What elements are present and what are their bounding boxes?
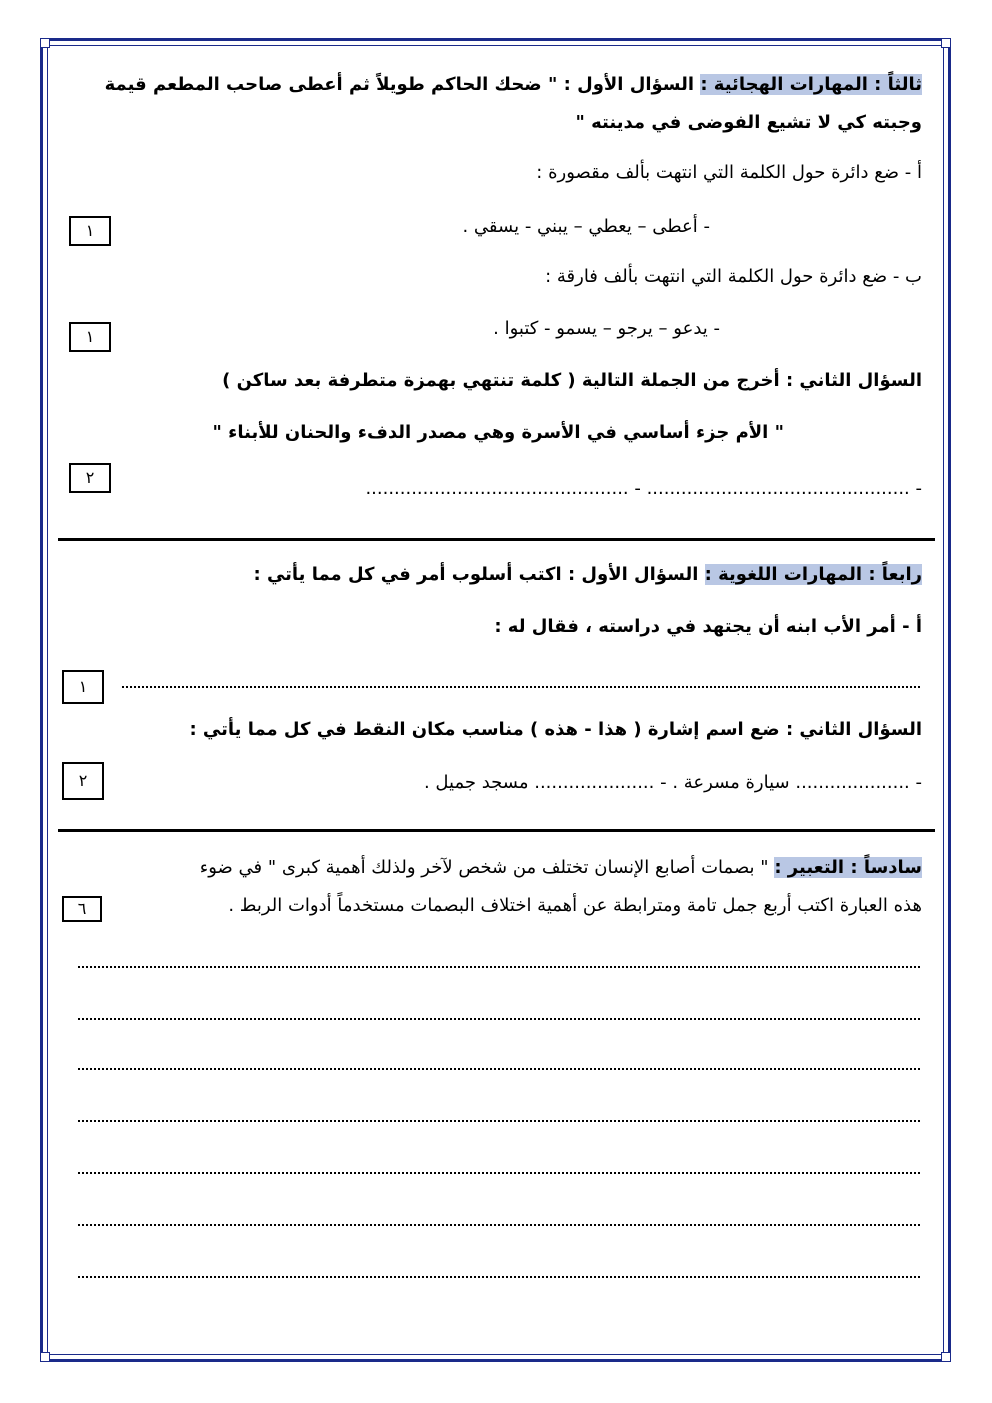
border-corner <box>941 1352 951 1362</box>
border-corner <box>40 38 50 48</box>
section3-title: ثالثاً : المهارات الهجائية : <box>700 74 922 95</box>
section4-title: رابعاً : المهارات اللغوية : <box>704 564 922 585</box>
writing-line[interactable] <box>78 1172 920 1174</box>
writing-line[interactable] <box>78 966 920 968</box>
section3-q1-quote-line1: " ضحك الحاكم طويلاً ثم أعطى صاحب المطعم قيمة <box>104 74 558 95</box>
score-box: ٦ <box>62 896 102 922</box>
writing-line[interactable] <box>78 1068 920 1070</box>
section3-q1-label: السؤال الأول : <box>563 74 695 95</box>
section3-a-instruction: أ - ضع دائرة حول الكلمة التي انتهت بألف مقصورة : <box>536 162 922 183</box>
section4-q1-text: السؤال الأول : اكتب أسلوب أمر في كل مما يأتي : <box>253 564 699 585</box>
writing-line[interactable] <box>78 1018 920 1020</box>
section3-q2-text: السؤال الثاني : أخرج من الجملة التالية ( كلمة تنتهي بهمزة متطرفة بعد ساكن ) <box>222 370 922 391</box>
answer-line[interactable] <box>122 686 920 688</box>
score-box: ٢ <box>62 762 104 800</box>
border-corner <box>941 38 951 48</box>
score-box: ١ <box>69 216 111 246</box>
page-border-inner <box>47 45 944 1355</box>
section4-q2-items[interactable]: - .................... سيارة مسرعة . - ..................... مسجد جميل . <box>423 772 922 793</box>
writing-line[interactable] <box>78 1276 920 1278</box>
section4-heading-line <box>253 562 922 588</box>
section-divider <box>58 829 935 832</box>
section6-title: سادساً : التعبير : <box>774 857 922 878</box>
section3-b-options: - يدعو – يرجو – يسمو - كتبوا . <box>493 318 720 339</box>
writing-line[interactable] <box>78 1224 920 1226</box>
section6-text-line1: " بصمات أصابع الإنسان تختلف من شخص لآخر ولذلك أهمية كبرى " في ضوء <box>199 857 769 878</box>
score-box: ١ <box>69 322 111 352</box>
section3-heading-line <box>105 72 922 98</box>
section-divider <box>58 538 935 541</box>
score-box: ١ <box>62 670 104 704</box>
section3-q2-quote: " الأم جزء أساسي في الأسرة وهي مصدر الدفء والحنان للأبناء " <box>212 422 784 443</box>
section6-line1 <box>200 855 922 881</box>
border-corner <box>40 1352 50 1362</box>
section6-line2: هذه العبارة اكتب أربع جمل تامة ومترابطة عن أهمية اختلاف البصمات مستخدماً أدوات الربط . <box>228 895 922 916</box>
section4-a-text: أ - أمر الأب ابنه أن يجتهد في دراسته ، فقال له : <box>494 616 922 637</box>
section3-a-options: - أعطى – يعطي – يبني - يسقي . <box>462 216 710 237</box>
writing-line[interactable] <box>78 1120 920 1122</box>
section4-q2-text: السؤال الثاني : ضع اسم إشارة ( هذا - هذه ) مناسب مكان النقط في كل مما يأتي : <box>189 719 922 740</box>
score-box: ٢ <box>69 463 111 493</box>
section3-b-instruction: ب - ضع دائرة حول الكلمة التي انتهت بألف فارقة : <box>545 266 922 287</box>
section3-q1-quote-line2: وجبته كي لا تشيع الفوضى في مدينته " <box>575 112 922 133</box>
section3-q2-answer-line[interactable]: - .............................................. - .............................................. <box>365 478 922 499</box>
